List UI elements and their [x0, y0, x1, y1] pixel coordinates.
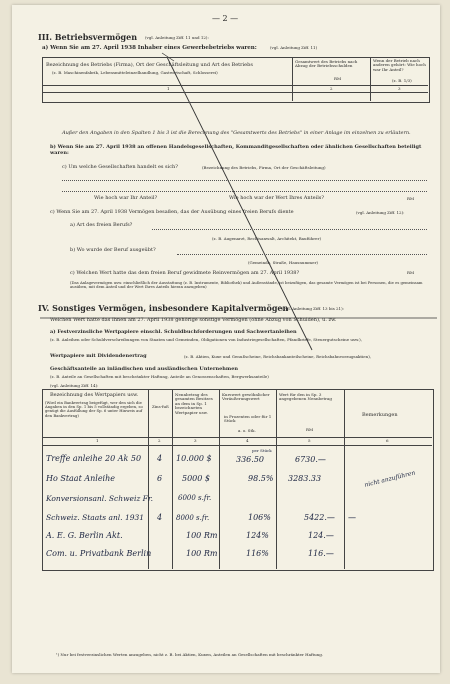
s4-col4-sub: in Prozenten oder für 1 Stück	[224, 414, 272, 424]
table-row-name: Ho Staat Anleihe	[46, 474, 115, 483]
s3-c-a-note: (z. B. Augenarzt, Rechtsanwalt, Architekt, Bauführer)	[212, 236, 322, 241]
table-row-nominal: 100 Rm	[186, 531, 218, 540]
table-row-nominal: 6000 s.fr.	[178, 494, 212, 502]
s3-col2-header: Gesamtwert des Betriebs nach Abzug der Betriebsschulden	[295, 59, 358, 69]
table-row-rate: 6	[157, 474, 163, 483]
section3-a-text: a) Wenn Sie am 27. April 1938 Inhaber eines Gewerbebetriebs waren:	[42, 45, 257, 51]
s3-colnum-2: 2	[330, 86, 333, 91]
s4-colnum-1: 1	[96, 438, 99, 443]
s4-col4-extra: a. o. Stk.	[238, 428, 256, 433]
s3-c-b-note: (Gemeinde, Straße, Hausnummer)	[248, 260, 318, 265]
s4-colnum-2: 2	[158, 438, 161, 443]
s3-b-value-question: Wie hoch war der Wert Ihres Anteils?	[229, 195, 325, 201]
table-row-nominal: 8000 s.fr.	[176, 514, 210, 522]
s4-a2-text: Wertpapiere mit Dividendenertrag	[50, 353, 147, 359]
s4-colnum-6: 6	[386, 438, 389, 443]
s4-a3-sub: (vgl. Anleitung Ziff. 14):	[50, 383, 99, 388]
s4-a3-note: (z. B. Anteile an Gesellschaften mit beschränkter Haftung, Anteile an Genossenschaften, Bergwerksanteile)	[50, 374, 269, 379]
s4-col5-unit: RM	[306, 427, 314, 432]
s4-a3-text: Geschäftsanteile an inländischen und ausländischen Unternehmen	[50, 366, 239, 372]
section4-heading: IV. Sonstiges Vermögen, insbesondere Kapitalvermögen	[38, 303, 289, 313]
s4-intro: Welchen Wert hatte das Ihnen am 27. April 1938 gehörige sonstige Vermögen (ohne Abzug von Schulden), u. zw.	[50, 317, 337, 323]
section3-a-note: (vgl. Anleitung Ziff. 11)	[270, 45, 318, 50]
table-row-name: Schweiz. Staats anl. 1931	[46, 513, 145, 522]
s3-c-text: c) Wenn Sie am 27. April 1938 Vermögen besaßen, das der Ausübung eines freien Berufs diente	[50, 209, 294, 215]
table-row-nominal: 10.000 $	[176, 454, 212, 463]
table-row-value: 116.—	[308, 549, 334, 558]
s3-colnum-1: 1	[167, 86, 170, 91]
section3-heading-note: (vgl. Anleitung Ziff. 11 und 12):	[145, 35, 209, 40]
s3-b-rm: RM	[407, 196, 415, 201]
s3-b-text: b) Wenn Sie am 27. April 1938 an offenen Handelsgesellschaften, Kommanditgesellschaften oder ähnlichen Gesellschaften beteiligt waren:	[50, 144, 422, 156]
table-row-remark: —	[348, 513, 356, 522]
s3-colnum-3: 3	[398, 86, 401, 91]
s3-c-c: c) Welchen Wert hatte das dem freien Beruf gewidmete Reinvermögen am 27. April 1938?	[70, 270, 300, 276]
table-row-name: Treffe anleihe 20 Ak 50	[46, 454, 142, 463]
s4-colnum-5: 5	[308, 438, 311, 443]
table-row-quote: 124%	[246, 531, 269, 540]
table-row-value: 3283.33	[288, 474, 322, 483]
s3-c-a: a) Art des freien Berufs?	[70, 222, 133, 228]
section4-heading-note: (vgl. Anleitung Ziff. 13 bis 21):	[282, 306, 345, 311]
table-row-quote-note: per Stück	[252, 448, 272, 453]
s4-colnum-3: 3	[194, 438, 197, 443]
table-row-quote: 106%	[248, 513, 271, 522]
s4-col5-header: Wert für den in Sp. 3 angegebenen Nennbetrag	[279, 392, 332, 402]
s4-colnum-4: 4	[246, 438, 249, 443]
table-row-rate: 4	[157, 513, 163, 522]
s3-b-share-question: Wie hoch war Ihr Anteil?	[94, 195, 158, 201]
s3-b-c-text: c) Um welche Gesellschaften handelt es sich?	[62, 164, 178, 170]
form-page	[12, 5, 440, 673]
s3-c-rm: RM	[407, 270, 415, 275]
s3-col3-header: Wenn der Betrieb nach anderen gehört: Wie hoch war Ihr Anteil?	[373, 58, 426, 72]
s4-a2-note: (z. B. Aktien, Kuxe und Genußscheine, Reichsbankanteilscheine, Reichsbahnvorzugsaktien),	[184, 354, 372, 359]
table-row-name: A. E. G. Berlin Akt.	[46, 531, 123, 540]
s3-col2-unit: RM	[334, 76, 342, 81]
table-row-rate: 4	[157, 454, 163, 463]
s4-col3-header: Nennbetrag des gesamten Besitzes an dem in Sp. 1 bezeichneten Wertpapier usw.	[175, 392, 213, 415]
footnote: ¹) Nur bei festverzinslichen Werten anzugeben, nicht z. B. bei Aktien, Kuxen, Anteilen an Gesellschaften mit beschränkter Haftung.	[56, 652, 324, 657]
s4-col1-header: Bezeichnung des Wertpapiers usw.	[50, 392, 139, 398]
s4-a-note: (z. B. Anleihen oder Schuldverschreibungen von Staaten und Gemeinden, Obligationen von Industriegesellschaften, Pfandbriefe, Steuergutscheine usw.),	[50, 337, 363, 342]
s4-col4-header: Kurswert gewöhnlicher Veräußerungswert	[222, 392, 270, 402]
s3-col1-sub: (z. B. Maschinenfabrik, Lebensmitteleinzelhandlung, Gastwirtschaft, Schlosserei)	[52, 70, 218, 75]
table-row-name: Com. u. Privatbank Berlin	[46, 549, 152, 558]
table-row-quote: 98.5%	[248, 474, 274, 483]
s3-col3-sub: (z. B. 1/3)	[392, 78, 412, 83]
s3-c-note: (vgl. Anleitung Ziff. 12):	[356, 210, 405, 215]
table-row-quote: 336.50	[236, 455, 264, 464]
s4-col6-header: Bemerkungen	[362, 412, 398, 418]
table-row-nominal: 100 Rm	[186, 549, 218, 558]
table-row-value: 124.—	[308, 531, 334, 540]
s4-col1-sub: (Wird ein Bankvertrag beigefügt, wer den sich die Angaben in den Sp. 1 bis 5 vollständig ergeben, so genügt die Ausfüllung der Sp. 6 unter Hinweis auf den Bankvertrag)	[45, 400, 143, 418]
s3-col1-header: Bezeichnung des Betriebs (Firma), Ort der Geschäftsleitung und Art des Betriebs	[46, 62, 253, 68]
s3-note-after: Außer den Angaben in den Spalten 1 bis 3 ist die Berechnung des "Gesamtwerts des Betriebs" in einer Anlage im einzelnen zu erläutern.	[62, 130, 411, 136]
table-row-value: 6730.—	[295, 455, 326, 464]
s3-b-c-note: (Bezeichnung des Betriebs, Firma, Ort der Geschäftsleitung)	[202, 165, 326, 170]
s3-c-b: b) Wo wurde der Beruf ausgeübt?	[70, 247, 156, 253]
table-row-nominal: 5000 $	[182, 474, 210, 483]
table-row-name: Konversionsanl. Schweiz Fr.	[46, 494, 154, 503]
section3-heading: III. Betriebsvermögen	[38, 32, 138, 42]
table-row-remark: nicht anzuführen	[363, 469, 416, 489]
s3-c-fine: (Das Anlagevermögen usw. einschließlich der Ausstattung (z. B. Instrumente, Bibliothek) und Außenstände, ist beizufügen, das gesamte Vermögen ist bei Personen, die es gemeinsam ausüben, mit dem Anteil und der Wert Ihres Anteils hieran anzugeben)	[70, 280, 423, 290]
table-row-quote: 116%	[246, 549, 269, 558]
s4-a-text: a) Festverzinsliche Wertpapiere einschl. Schuldbuchforderungen und Sachwertanleihen	[50, 329, 297, 335]
page-number: — 2 —	[212, 14, 239, 23]
table-row-value: 5422.—	[304, 513, 335, 522]
s4-col2-header: Zins-fuß	[152, 404, 169, 409]
